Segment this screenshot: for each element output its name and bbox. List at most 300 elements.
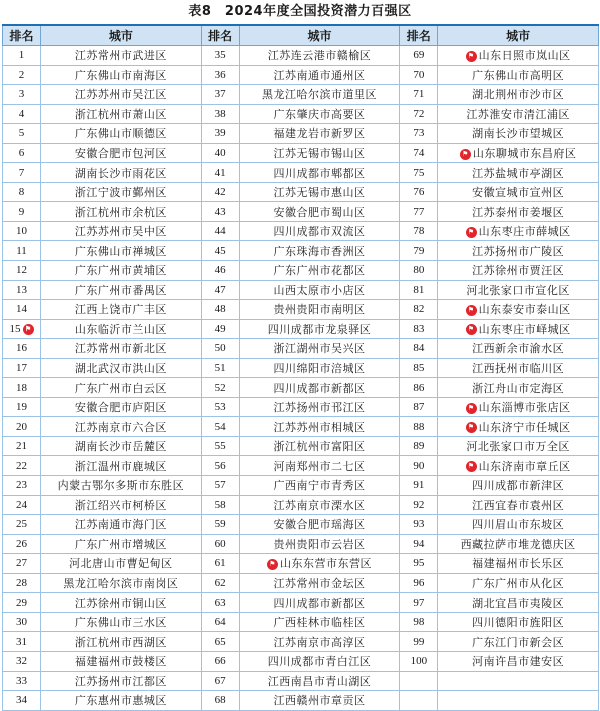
rank-value: 91 <box>413 479 425 492</box>
rank-cell <box>3 143 41 163</box>
rank-cell <box>201 104 239 124</box>
rank-cell <box>3 221 41 241</box>
city-name: 浙江绍兴市柯桥区 <box>74 498 167 512</box>
city-name: 浙江杭州市余杭区 <box>74 205 167 219</box>
city-name: 江苏连云港市赣榆区 <box>267 49 372 63</box>
shandong-flag-icon: ⚑ <box>466 227 477 238</box>
city-name: 安徽合肥市瑶海区 <box>273 518 366 532</box>
rank-cell <box>201 319 239 339</box>
city-name: 浙江湖州市吴兴区 <box>273 342 366 356</box>
city-name: 西藏拉萨市堆龙德庆区 <box>460 537 576 551</box>
rank-cell <box>3 593 41 613</box>
rank-value: 49 <box>214 322 226 335</box>
city-name: 广东广州市从化区 <box>472 577 565 591</box>
rank-cell <box>3 651 41 671</box>
rank-value: 28 <box>16 577 27 590</box>
rank-value: 3 <box>18 88 25 101</box>
rank-cell <box>201 691 239 711</box>
rank-cell <box>201 417 239 437</box>
ranking-table <box>2 24 599 711</box>
rank-value: 33 <box>16 674 27 687</box>
city-cell <box>41 417 202 437</box>
rank-cell <box>201 163 239 183</box>
table-row <box>3 280 599 300</box>
rank-value: 75 <box>413 166 425 179</box>
city-name: 江苏徐州市铜山区 <box>74 596 167 610</box>
rank-cell <box>201 378 239 398</box>
city-name: 湖南长沙市望城区 <box>472 127 565 141</box>
city-cell <box>438 456 599 476</box>
rank-value: 90 <box>413 459 425 472</box>
rank-value: 60 <box>214 537 226 550</box>
rank-cell <box>3 534 41 554</box>
rank-cell <box>400 104 438 124</box>
rank-cell <box>400 143 438 163</box>
city-name: 广东佛山市南海区 <box>74 68 167 82</box>
rank-cell <box>201 534 239 554</box>
rank-value: 19 <box>16 401 27 414</box>
rank-value: 31 <box>16 635 27 648</box>
rank-value: 98 <box>413 616 425 629</box>
city-cell <box>41 632 202 652</box>
rank-cell <box>3 46 41 66</box>
rank-value: 45 <box>214 244 226 257</box>
rank-cell <box>400 436 438 456</box>
city-name: 江苏扬州市广陵区 <box>472 244 565 258</box>
city-name: 江西抚州市临川区 <box>472 362 565 376</box>
city-name: 湖北荆州市沙市区 <box>472 88 565 102</box>
rank-value: 9 <box>18 205 25 218</box>
city-cell <box>239 104 400 124</box>
city-cell <box>41 573 202 593</box>
rank-cell <box>400 417 438 437</box>
city-name: 湖北武汉市洪山区 <box>74 362 167 376</box>
table-row <box>3 476 599 496</box>
city-cell <box>438 534 599 554</box>
header-rank: 排名 <box>3 25 41 46</box>
rank-value: 46 <box>214 264 226 277</box>
table-row <box>3 515 599 535</box>
city-name: 江苏扬州市邗江区 <box>273 401 366 415</box>
city-name: 江苏常州市武进区 <box>74 49 167 63</box>
city-name: 四川成都市新都区 <box>273 381 366 395</box>
city-cell <box>239 261 400 281</box>
rank-value: 55 <box>214 440 226 453</box>
rank-value: 82 <box>413 303 425 316</box>
city-name: 山东日照市岚山区 <box>478 49 571 63</box>
city-cell <box>41 534 202 554</box>
rank-value: 100 <box>410 655 428 668</box>
rank-cell <box>3 202 41 222</box>
city-cell <box>41 495 202 515</box>
rank-cell <box>201 573 239 593</box>
rank-cell <box>201 261 239 281</box>
rank-cell <box>3 182 41 202</box>
city-cell <box>41 339 202 359</box>
city-name: 山东枣庄市薛城区 <box>478 225 571 239</box>
city-cell <box>239 476 400 496</box>
city-cell <box>239 339 400 359</box>
city-cell <box>438 378 599 398</box>
city-name: 安徽合肥市庐阳区 <box>74 401 167 415</box>
table-row <box>3 691 599 711</box>
rank-cell <box>201 46 239 66</box>
city-name: 广东广州市白云区 <box>74 381 167 395</box>
city-cell <box>41 378 202 398</box>
city-name: 江西上饶市广丰区 <box>74 303 167 317</box>
table-row <box>3 124 599 144</box>
city-cell <box>438 241 599 261</box>
rank-cell <box>400 495 438 515</box>
rank-value: 57 <box>214 479 226 492</box>
shandong-flag-icon: ⚑ <box>466 461 477 472</box>
rank-cell <box>201 456 239 476</box>
rank-cell <box>400 476 438 496</box>
rank-cell <box>201 65 239 85</box>
city-cell <box>438 46 599 66</box>
city-cell <box>438 261 599 281</box>
table-row <box>3 436 599 456</box>
rank-cell <box>400 397 438 417</box>
city-cell <box>239 515 400 535</box>
table-row <box>3 593 599 613</box>
rank-cell <box>3 691 41 711</box>
city-name: 山西太原市小店区 <box>273 283 366 297</box>
rank-cell <box>3 573 41 593</box>
rank-cell <box>400 241 438 261</box>
city-cell <box>41 651 202 671</box>
city-name: 四川绵阳市涪城区 <box>273 362 366 376</box>
rank-cell <box>201 476 239 496</box>
header-city: 城市 <box>438 25 599 46</box>
table-body <box>3 46 599 711</box>
city-cell <box>239 124 400 144</box>
city-name: 湖南长沙市雨花区 <box>74 166 167 180</box>
rank-cell <box>400 261 438 281</box>
shandong-flag-icon: ⚑ <box>267 559 278 570</box>
city-cell <box>438 554 599 574</box>
city-name: 广西桂林市临桂区 <box>273 616 366 630</box>
rank-cell <box>400 378 438 398</box>
shandong-flag-icon: ⚑ <box>23 324 34 335</box>
table-row <box>3 85 599 105</box>
city-name: 广东佛山市禅城区 <box>74 244 167 258</box>
shandong-flag-icon: ⚑ <box>460 149 471 160</box>
city-name: 浙江杭州市富阳区 <box>273 440 366 454</box>
city-name: 广东肇庆市高要区 <box>273 107 366 121</box>
rank-value: 80 <box>413 264 425 277</box>
rank-cell <box>201 495 239 515</box>
city-name: 江苏南京市六合区 <box>74 420 167 434</box>
rank-value: 81 <box>413 283 425 296</box>
city-cell <box>41 300 202 320</box>
city-name: 黑龙江哈尔滨市南岗区 <box>63 577 179 591</box>
rank-value: 95 <box>413 557 425 570</box>
city-name: 江苏苏州市相城区 <box>273 420 366 434</box>
city-cell <box>239 202 400 222</box>
city-cell <box>41 46 202 66</box>
rank-value: 6 <box>18 147 25 159</box>
rank-value: 43 <box>214 205 226 218</box>
rank-cell <box>201 280 239 300</box>
table-row <box>3 378 599 398</box>
city-cell <box>239 495 400 515</box>
city-name: 山东淄博市张店区 <box>478 401 571 415</box>
rank-cell <box>3 163 41 183</box>
city-cell <box>41 456 202 476</box>
city-cell <box>438 651 599 671</box>
rank-cell <box>201 515 239 535</box>
rank-value: 25 <box>16 518 27 531</box>
city-name: 安徽合肥市包河区 <box>74 147 167 160</box>
city-name: 福建福州市长乐区 <box>472 557 565 571</box>
rank-cell <box>3 65 41 85</box>
rank-cell <box>201 202 239 222</box>
city-cell <box>41 515 202 535</box>
rank-cell <box>201 436 239 456</box>
rank-cell <box>3 671 41 691</box>
city-cell <box>239 691 400 711</box>
city-cell <box>41 671 202 691</box>
city-name: 浙江杭州市西湖区 <box>74 635 167 649</box>
city-name: 江苏盐城市亭湖区 <box>472 166 565 180</box>
rank-value: 20 <box>16 420 27 433</box>
city-cell <box>239 358 400 378</box>
rank-value: 8 <box>18 186 25 199</box>
rank-cell <box>3 515 41 535</box>
city-cell <box>41 143 202 163</box>
table-row <box>3 554 599 574</box>
city-cell <box>438 104 599 124</box>
city-name: 山东枣庄市峄城区 <box>478 322 571 336</box>
header-city: 城市 <box>239 25 400 46</box>
city-name: 浙江温州市鹿城区 <box>74 459 167 473</box>
rank-cell <box>3 632 41 652</box>
rank-cell <box>3 104 41 124</box>
table-row <box>3 534 599 554</box>
rank-cell <box>3 456 41 476</box>
rank-value: 69 <box>413 49 425 62</box>
rank-cell <box>400 65 438 85</box>
table-row <box>3 46 599 66</box>
rank-cell <box>201 241 239 261</box>
city-cell <box>438 65 599 85</box>
rank-value: 83 <box>413 322 425 335</box>
city-name: 江苏南京市高淳区 <box>273 635 366 649</box>
rank-cell <box>400 456 438 476</box>
city-name: 湖北宜昌市夷陵区 <box>472 596 565 610</box>
table-row <box>3 143 599 163</box>
rank-cell <box>201 593 239 613</box>
shandong-flag-icon: ⚑ <box>466 403 477 414</box>
rank-value: 76 <box>413 186 425 199</box>
rank-cell <box>3 319 41 339</box>
city-cell <box>41 691 202 711</box>
rank-value: 65 <box>214 635 226 648</box>
city-cell <box>41 554 202 574</box>
city-cell <box>239 280 400 300</box>
rank-value: 86 <box>413 381 425 394</box>
rank-value: 56 <box>214 459 226 472</box>
city-cell <box>41 202 202 222</box>
city-name: 江苏常州市金坛区 <box>273 577 366 591</box>
city-name: 江西南昌市青山湖区 <box>267 674 372 688</box>
rank-value: 66 <box>214 655 226 668</box>
rank-cell <box>400 632 438 652</box>
rank-value: 35 <box>214 49 226 62</box>
city-cell <box>41 182 202 202</box>
rank-value: 39 <box>214 127 226 140</box>
rank-cell <box>201 651 239 671</box>
table-row <box>3 456 599 476</box>
table-row <box>3 221 599 241</box>
city-cell <box>41 104 202 124</box>
table-row <box>3 417 599 437</box>
city-cell <box>41 221 202 241</box>
rank-value: 53 <box>214 401 226 414</box>
rank-cell <box>201 300 239 320</box>
city-cell <box>438 593 599 613</box>
rank-value: 37 <box>214 88 226 101</box>
city-name: 广东江门市新会区 <box>472 635 565 649</box>
rank-cell <box>3 85 41 105</box>
rank-value: 40 <box>214 147 226 159</box>
rank-value: 93 <box>413 518 425 531</box>
city-cell <box>438 671 599 691</box>
city-cell <box>438 417 599 437</box>
rank-cell <box>400 554 438 574</box>
city-cell <box>239 65 400 85</box>
rank-value: 21 <box>16 440 27 453</box>
city-name: 河北张家口市万全区 <box>466 440 570 454</box>
shandong-flag-icon: ⚑ <box>466 422 477 433</box>
city-cell <box>239 241 400 261</box>
rank-value: 10 <box>16 225 27 238</box>
city-name: 浙江宁波市鄞州区 <box>74 186 167 200</box>
city-cell <box>239 436 400 456</box>
rank-cell <box>400 221 438 241</box>
rank-value: 18 <box>16 381 27 394</box>
city-cell <box>41 436 202 456</box>
table-row <box>3 182 599 202</box>
city-cell <box>41 358 202 378</box>
rank-cell <box>3 378 41 398</box>
rank-cell <box>3 397 41 417</box>
city-name: 湖南长沙市岳麓区 <box>74 440 167 454</box>
rank-value: 29 <box>16 596 27 609</box>
rank-cell <box>201 221 239 241</box>
city-cell <box>438 339 599 359</box>
city-cell <box>41 85 202 105</box>
rank-cell <box>201 632 239 652</box>
table-row <box>3 339 599 359</box>
shandong-flag-icon: ⚑ <box>466 51 477 62</box>
city-cell <box>41 280 202 300</box>
city-name: 江苏无锡市惠山区 <box>273 186 366 200</box>
city-name: 山东临沂市兰山区 <box>74 322 167 336</box>
city-name: 广东广州市番禺区 <box>74 283 167 297</box>
city-cell <box>438 182 599 202</box>
rank-cell <box>201 182 239 202</box>
table-row <box>3 300 599 320</box>
rank-value: 26 <box>16 537 27 550</box>
rank-value: 79 <box>413 244 425 257</box>
city-name: 广东珠海市香洲区 <box>273 244 366 258</box>
header-city: 城市 <box>41 25 202 46</box>
rank-value: 87 <box>413 401 425 414</box>
table-row <box>3 397 599 417</box>
rank-value: 63 <box>214 596 226 609</box>
city-cell <box>239 143 400 163</box>
table-row <box>3 104 599 124</box>
city-name: 江苏淮安市清江浦区 <box>466 107 570 121</box>
city-name: 四川眉山市东坡区 <box>472 518 565 532</box>
rank-value: 94 <box>413 537 425 550</box>
rank-value: 89 <box>413 440 425 453</box>
rank-cell <box>201 339 239 359</box>
rank-value: 17 <box>16 362 27 375</box>
city-cell <box>438 476 599 496</box>
header-rank: 排名 <box>201 25 239 46</box>
table-row <box>3 573 599 593</box>
city-name: 江西赣州市章贡区 <box>273 694 366 708</box>
city-name: 四川成都市新都区 <box>273 596 366 610</box>
rank-cell <box>400 46 438 66</box>
rank-value: 23 <box>16 479 27 492</box>
city-cell <box>239 671 400 691</box>
rank-cell <box>3 124 41 144</box>
rank-value: 72 <box>413 107 425 120</box>
rank-cell <box>400 515 438 535</box>
city-name: 四川成都市郫都区 <box>273 166 366 180</box>
rank-value: 14 <box>16 303 27 316</box>
city-name: 浙江舟山市定海区 <box>472 381 565 395</box>
rank-value: 1 <box>18 49 25 62</box>
rank-value: 54 <box>214 420 226 433</box>
city-name: 四川成都市新津区 <box>472 479 565 493</box>
city-name: 广东佛山市高明区 <box>472 68 565 82</box>
table-row <box>3 202 599 222</box>
city-name: 江苏常州市新北区 <box>74 342 167 356</box>
rank-cell <box>400 85 438 105</box>
city-cell <box>438 300 599 320</box>
city-name: 四川成都市双流区 <box>273 225 366 239</box>
city-name: 江苏南通市海门区 <box>74 518 167 532</box>
rank-value: 13 <box>16 283 27 296</box>
rank-value: 11 <box>16 244 27 257</box>
rank-value: 68 <box>214 694 226 707</box>
rank-value: 70 <box>413 68 425 81</box>
city-name: 江苏无锡市锡山区 <box>273 147 366 160</box>
rank-value: 36 <box>214 68 226 81</box>
city-name: 江苏徐州市贾汪区 <box>472 264 565 278</box>
rank-value: 92 <box>413 498 425 511</box>
city-name: 广东佛山市顺德区 <box>74 127 167 141</box>
city-name: 内蒙古鄂尔多斯市东胜区 <box>57 479 185 493</box>
rank-cell <box>3 612 41 632</box>
city-name: 安徽合肥市蜀山区 <box>273 205 366 219</box>
city-name: 四川德阳市旌阳区 <box>472 616 565 630</box>
city-name: 河北张家口市宣化区 <box>466 283 570 297</box>
rank-value: 41 <box>214 166 226 179</box>
city-cell <box>438 202 599 222</box>
city-name: 江西宜春市袁州区 <box>472 498 565 512</box>
rank-value: 88 <box>413 420 425 433</box>
city-name: 广东佛山市三水区 <box>74 616 167 630</box>
rank-value: 85 <box>413 362 425 375</box>
rank-value: 58 <box>214 498 226 511</box>
city-cell <box>438 280 599 300</box>
